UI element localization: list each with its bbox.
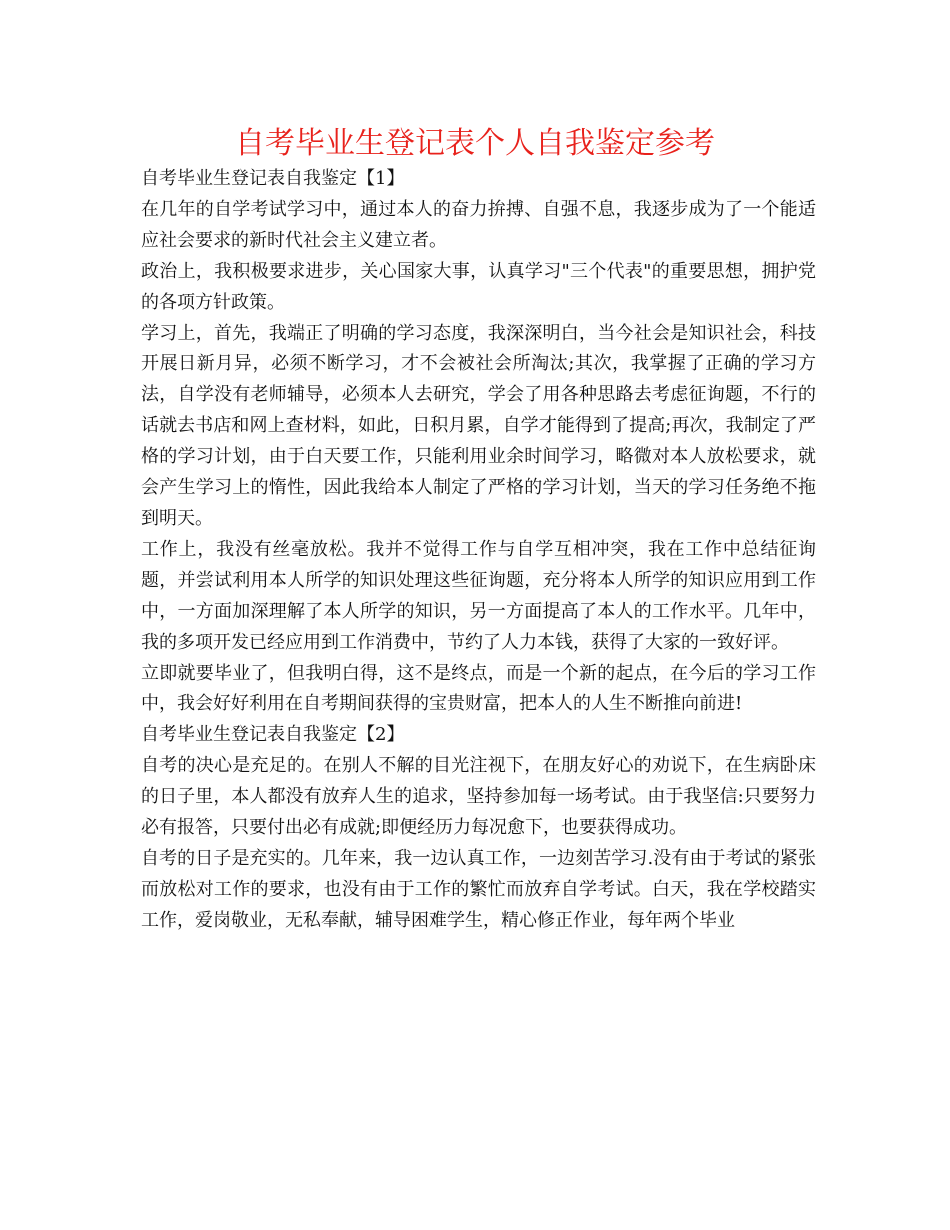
paragraph-politics: 政治上，我积极要求进步，关心国家大事，认真学习"三个代表"的重要思想，拥护党的各项方针政策。	[141, 260, 816, 313]
document-body	[141, 164, 816, 937]
section-heading-2: 自考毕业生登记表自我鉴定【2】	[141, 724, 405, 746]
paragraph-study: 学习上，首先，我端正了明确的学习态度，我深深明白，当今社会是知识社会，科技开展日新月异，必须不断学习，才不会被社会所淘汰;其次，我掌握了正确的学习方法，自学没有老师辅导，必须本人去研究，学会了用各种思路去考虑征询题，不行的话就去书店和网上查材料，如此，日积月累，自学才能得到了提高;再次，我制定了严格的学习计划，由于白天要工作，只能利用业余时间学习，略微对本人放松要求，就会产生学习上的惰性，因此我给本人制定了严格的学习计划，当天的学习任务绝不拖到明天。	[141, 322, 816, 529]
section-heading-1: 自考毕业生登记表自我鉴定【1】	[141, 168, 405, 189]
paragraph-work: 工作上，我没有丝毫放松。我并不觉得工作与自学互相冲突，我在工作中总结征询题，并尝试利用本人所学的知识处理这些征询题，充分将本人所学的知识应用到工作中，一方面加深理解了本人所学的知识，另一方面提高了本人的工作水平。几年中，我的多项开发已经应用到工作消费中，节约了人力本钱，获得了大家的一致好评。	[141, 538, 816, 653]
document-title: 自考毕业生登记表个人自我鉴定参考	[235, 126, 715, 161]
paragraph-intro: 在几年的自学考试学习中，通过本人的奋力拚搏、自强不息，我逐步成为了一个能适应社会要求的新时代社会主义建立者。	[141, 198, 816, 251]
paragraph-determination: 自考的决心是充足的。在别人不解的目光注视下，在朋友好心的劝说下，在生病卧床的日子里，本人都没有放弃人生的追求，坚持参加每一场考试。由于我坚信:只要努力必有报答，只要付出必有成就;即便经历力每况愈下，也要获得成功。	[141, 755, 816, 839]
paragraph-graduation: 立即就要毕业了，但我明白得，这不是终点，而是一个新的起点，在今后的学习工作中，我会好好利用在自考期间获得的宝贵财富，把本人的人生不断推向前进!	[141, 662, 816, 715]
paragraph-daily-life: 自考的日子是充实的。几年来，我一边认真工作，一边刻苦学习.没有由于考试的紧张而放松对工作的要求，也没有由于工作的繁忙而放弃自学考试。白天，我在学校踏实工作，爱岗敬业，无私奉献，辅导困难学生，精心修正作业，每年两个毕业	[141, 847, 816, 931]
